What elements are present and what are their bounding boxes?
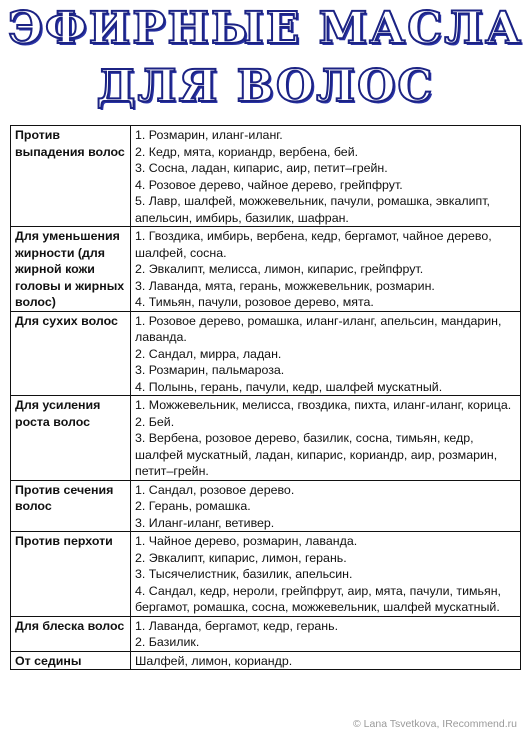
items-cell: [131, 311, 521, 396]
list-item: 2. Базилик.: [135, 635, 200, 649]
category-cell: Для сухих волос: [11, 311, 131, 396]
category-cell: Для усиления роста волос: [11, 396, 131, 481]
list-item: 1. Можжевельник, мелисса, гвоздика, пихта, иланг-иланг, корица.: [135, 398, 512, 412]
table-row: [11, 616, 521, 651]
table-row: [11, 311, 521, 396]
list-item: 1. Гвоздика, имбирь, вербена, кедр, бергамот, чайное дерево, шалфей, сосна.: [135, 229, 492, 260]
category-cell: Против выпадения волос: [11, 126, 131, 227]
table-row: [11, 396, 521, 481]
category-cell: От седины: [11, 651, 131, 670]
list-item: 4. Сандал, кедр, нероли, грейпфрут, аир, мята, пачули, тимьян, бергамот, ромашка, сосна, можжевельник, шалфей мускатный.: [135, 583, 501, 614]
items-cell: [131, 126, 521, 227]
list-item: 4. Полынь, герань, пачули, кедр, шалфей мускатный.: [135, 379, 443, 394]
table-row: [11, 227, 521, 312]
watermark: © Lana Tsvetkova, IRecommend.ru: [353, 718, 517, 730]
list-item: Шалфей, лимон, кориандр.: [135, 653, 293, 668]
items-cell: [131, 227, 521, 312]
list-item: 3. Сосна, ладан, кипарис, аир, петит–грейн.: [135, 161, 388, 175]
title-line-2: ДЛЯ ВОЛОС: [96, 61, 435, 112]
list-item: 1. Чайное дерево, розмарин, лаванда.: [135, 534, 358, 548]
page-title: [0, 0, 531, 122]
list-item: 2. Эвкалипт, мелисса, лимон, кипарис, грейпфрут.: [135, 262, 424, 276]
category-cell: Для уменьшения жирности (для жирной кожи головы и жирных волос): [11, 227, 131, 312]
list-item: 2. Бей.: [135, 414, 175, 429]
list-item: 3. Лаванда, мята, герань, можжевельник, розмарин.: [135, 278, 435, 293]
title-line-1: ЭФИРНЫЕ МАСЛА: [7, 3, 523, 54]
table-row: [11, 480, 521, 532]
list-item: 1. Лаванда, бергамот, кедр, герань.: [135, 618, 339, 633]
list-item: 1. Розмарин, иланг-иланг.: [135, 128, 283, 142]
list-item: 5. Лавр, шалфей, можжевельник, пачули, ромашка, эвкалипт, апельсин, имбирь, базилик, шафран.: [135, 194, 490, 225]
items-cell: [131, 480, 521, 532]
category-cell: Против сечения волос: [11, 480, 131, 532]
list-item: 2. Эвкалипт, кипарис, лимон, герань.: [135, 550, 347, 565]
list-item: 1. Розовое дерево, ромашка, иланг-иланг, апельсин, мандарин, лаванда.: [135, 313, 502, 344]
table-row: [11, 651, 521, 670]
list-item: 3. Розмарин, пальмароза.: [135, 363, 285, 377]
list-item: 2. Кедр, мята, кориандр, вербена, бей.: [135, 144, 359, 159]
list-item: 1. Сандал, розовое дерево.: [135, 482, 295, 497]
category-cell: Против перхоти: [11, 532, 131, 617]
list-item: 3. Вербена, розовое дерево, базилик, сосна, тимьян, кедр, шалфей мускатный, ладан, кипарис, кориандр, аир, розмарин, петит–грейн.: [135, 431, 498, 478]
list-item: 2. Сандал, мирра, ладан.: [135, 346, 282, 361]
list-item: 3. Тысячелистник, базилик, апельсин.: [135, 567, 353, 581]
category-cell: Для блеска волос: [11, 616, 131, 651]
items-cell: [131, 616, 521, 651]
list-item: 4. Розовое дерево, чайное дерево, грейпфрут.: [135, 177, 403, 192]
items-cell: [131, 651, 521, 670]
table-row: [11, 126, 521, 227]
items-cell: [131, 532, 521, 617]
list-item: 3. Иланг-иланг, ветивер.: [135, 515, 275, 530]
list-item: 2. Герань, ромашка.: [135, 499, 251, 513]
table-row: [11, 532, 521, 617]
list-item: 4. Тимьян, пачули, розовое дерево, мята.: [135, 295, 374, 309]
items-cell: [131, 396, 521, 481]
oils-table: [10, 125, 521, 670]
